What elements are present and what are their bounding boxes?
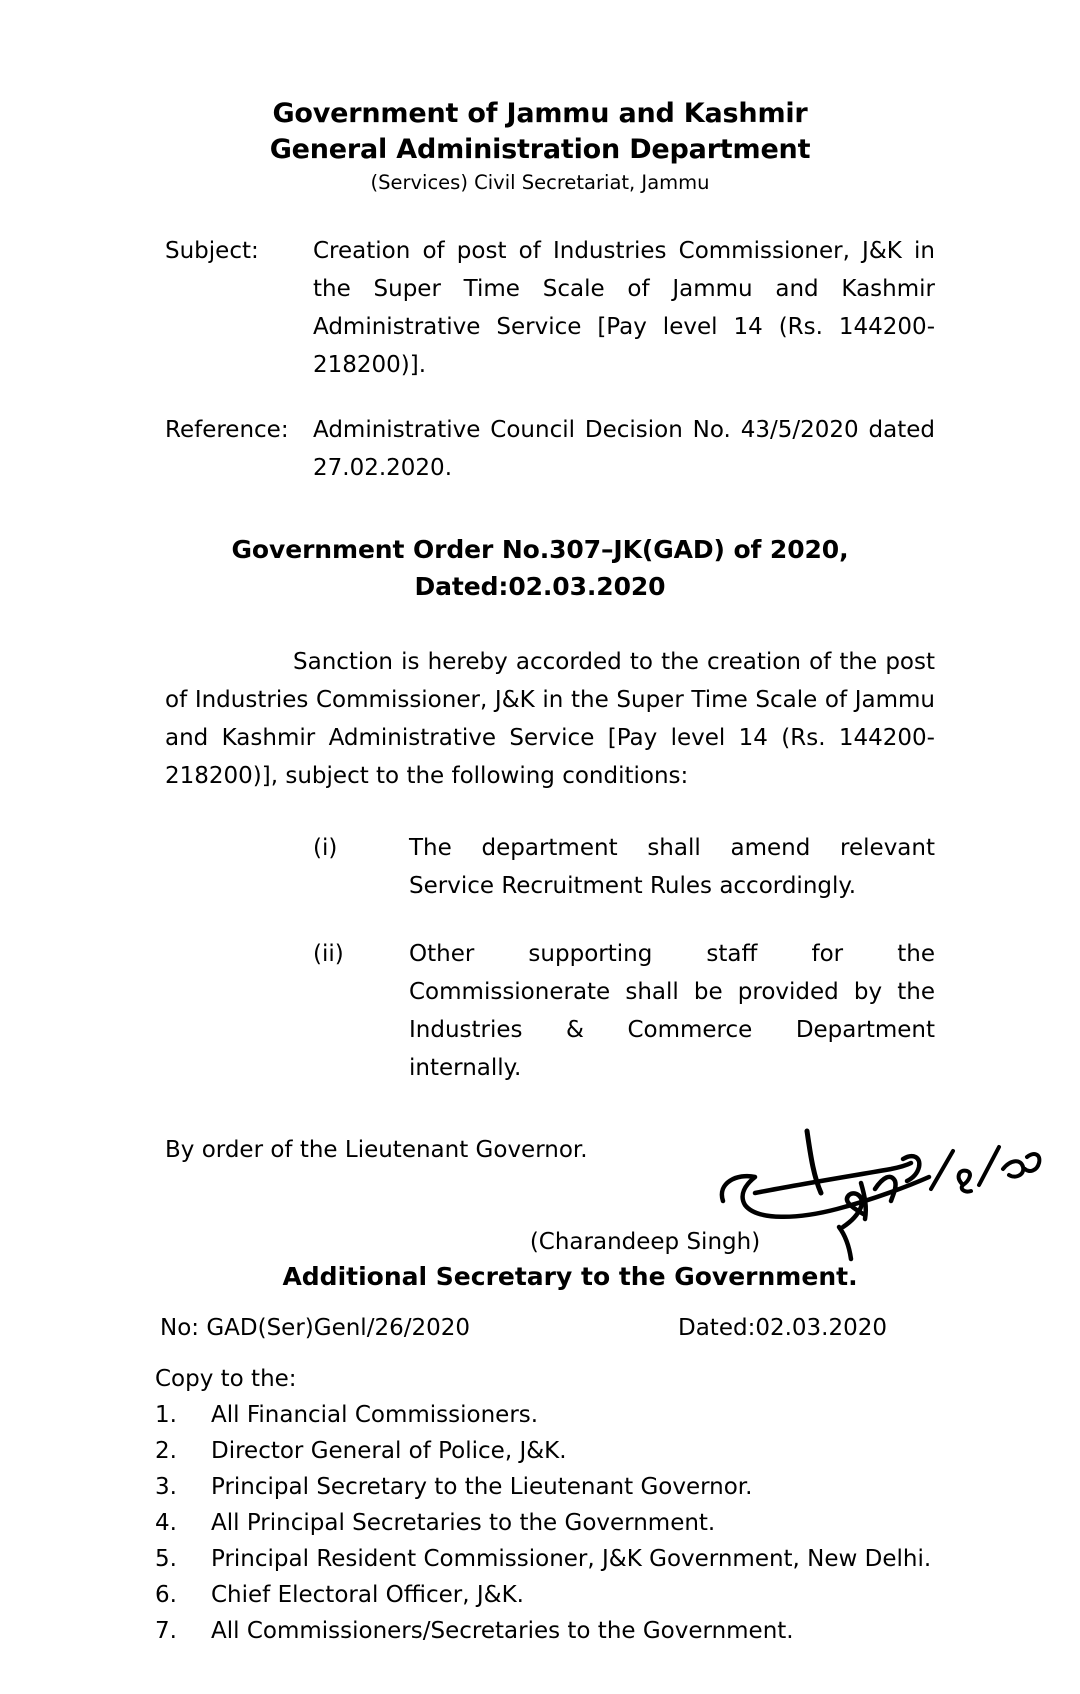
list-item [155, 1397, 945, 1433]
list-item-number: 2. [155, 1438, 177, 1464]
signature-block [145, 1133, 935, 1293]
list-item [155, 1613, 945, 1649]
by-order-text: By order of the Lieutenant Governor. [165, 1137, 588, 1163]
reference-row [145, 411, 935, 487]
copy-to-block [135, 1361, 945, 1649]
list-item-text: All Commissioners/Secretaries to the Government. [211, 1618, 794, 1644]
subject-row [145, 232, 935, 384]
list-item-number: 5. [155, 1546, 177, 1572]
department-name: General Administration Department [269, 134, 811, 165]
list-item-text: Director General of Police, J&K. [211, 1438, 567, 1464]
order-number: Government Order No.307–JK(GAD) of 2020, [231, 535, 849, 564]
list-item [155, 1469, 945, 1505]
office-address: (Services) Civil Secretariat, Jammu [370, 171, 710, 194]
signatory-title: Additional Secretary to the Government. [282, 1262, 858, 1291]
list-item-text: Principal Resident Commissioner, J&K Government, New Delhi. [211, 1546, 932, 1572]
condition-marker: (i) [313, 835, 338, 861]
subject-text: Creation of post of Industries Commissioner, J&K in the Super Time Scale of Jammu and Kashmir Administrative Service [Pay level 14 (Rs. 144200-218200)]. [313, 238, 935, 378]
list-item-number: 1. [155, 1402, 177, 1428]
organisation-name: Government of Jammu and Kashmir [272, 98, 808, 129]
conditions-list [145, 829, 935, 1087]
list-item-number: 4. [155, 1510, 177, 1536]
reference-text: Administrative Council Decision No. 43/5/2020 dated 27.02.2020. [313, 417, 935, 481]
list-item [155, 1541, 945, 1577]
list-item-number: 6. [155, 1582, 177, 1608]
list-item [155, 1505, 945, 1541]
list-item-number: 3. [155, 1474, 177, 1500]
footer-date: Dated:02.03.2020 [678, 1315, 888, 1341]
document-header [0, 96, 1080, 196]
list-item [155, 1577, 945, 1613]
footer-meta [140, 1309, 940, 1347]
order-title-block [0, 531, 1080, 605]
condition-item [165, 829, 935, 905]
list-item [155, 1433, 945, 1469]
signatory-name: (Charandeep Singh) [529, 1229, 761, 1255]
list-item-text: Chief Electoral Officer, J&K. [211, 1582, 524, 1608]
reference-label: Reference: [165, 417, 289, 443]
order-date: Dated:02.03.2020 [414, 572, 666, 601]
condition-text: Other supporting staff for the Commissionerate shall be provided by the Industries & Commerce Department internally. [409, 941, 935, 1081]
sanction-paragraph: Sanction is hereby accorded to the creation of the post of Industries Commissioner, J&K in the Super Time Scale of Jammu and Kashmir Administrative Service [Pay level 14 (Rs. 144200-218200)], subject to the following conditions: [165, 649, 935, 789]
file-number: No: GAD(Ser)Genl/26/2020 [160, 1315, 470, 1341]
condition-text: The department shall amend relevant Service Recruitment Rules accordingly. [409, 835, 935, 899]
list-item-text: All Financial Commissioners. [211, 1402, 539, 1428]
copy-to-heading: Copy to the: [155, 1366, 297, 1392]
condition-marker: (ii) [313, 941, 344, 967]
list-item-number: 7. [155, 1618, 177, 1644]
list-item-text: All Principal Secretaries to the Government. [211, 1510, 716, 1536]
list-item-text: Principal Secretary to the Lieutenant Governor. [211, 1474, 753, 1500]
subject-label: Subject: [165, 238, 259, 264]
condition-item [165, 935, 935, 1087]
